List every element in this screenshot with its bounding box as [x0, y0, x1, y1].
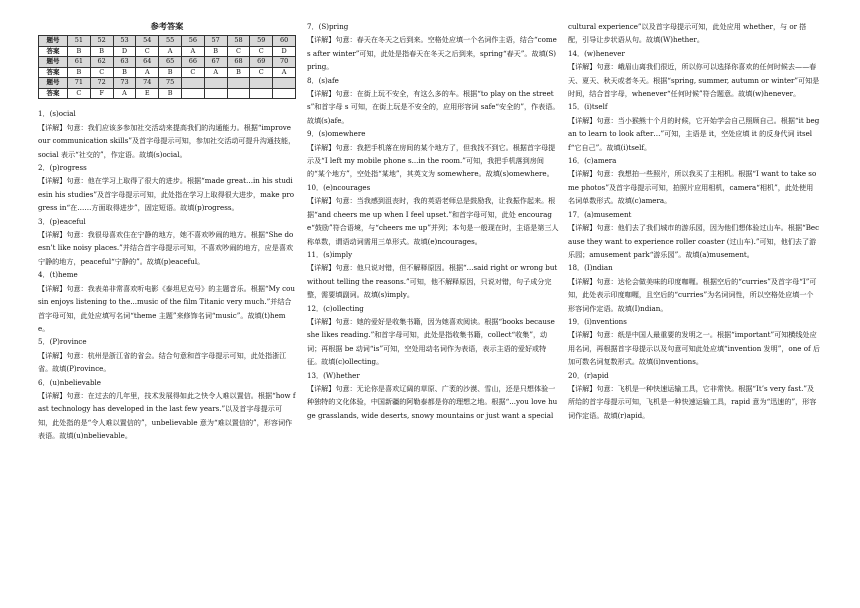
explanation-paragraph: 【详解】句意：无论你是喜欢辽阔的草原、广袤的沙漠、雪山，还是只想体验一种独特的文化体验，中国新疆的阿勒泰都是你的理想之地。根据“...you love huge grasslands, wide deserts, snowy mountains or just want a special [307, 383, 558, 420]
question-number-row [39, 36, 296, 47]
table-cell: 62 [90, 57, 113, 68]
question-answer-heading: 16．(c)amera [568, 156, 617, 166]
table-cell: D [113, 46, 136, 57]
table-cell [204, 88, 227, 99]
table-cell: A [273, 67, 296, 78]
question-answer-heading: 2．(p)rogress [38, 163, 87, 173]
question-answer-heading: 5．(P)rovince [38, 337, 87, 347]
question-answer-heading: 10．(e)ncourages [307, 182, 371, 192]
table-cell: 55 [159, 36, 182, 47]
column-2 [307, 20, 560, 604]
explanation-paragraph: 【详解】句意：我想拍一些照片，所以我买了主相机。根据“I want to take some photos”及首字母提示可知，拍照片应用相机，camera“相机”，此处使用名词单数形式。故填(c)amera。 [568, 169, 817, 206]
table-cell: 64 [136, 57, 159, 68]
explanation-paragraph: 【详解】句意：她的爱好是收集书籍，因为她喜欢阅读。根据“books because she likes reading.”和首字母可知，此处是指收集书籍，collect“收集”，动词；再根据 be 动词“is”可知，空处用动名词作为表语，表示主语的爱好或特征。故填(c)ollecting。 [307, 316, 555, 367]
table-cell: 59 [250, 36, 273, 47]
table-cell: 75 [159, 78, 182, 89]
explanation-paragraph: 【详解】句意：我很母喜欢住在宁静的地方，她不喜欢吵闹的地方。根据“She doesn’t like noisy places.”并结合首字母提示可知，不喜欢吵闹的地方，应是喜欢宁静的地方，peaceful“宁静的”。故填(p)eaceful。 [38, 230, 294, 266]
table-cell: B [159, 88, 182, 99]
table-cell [227, 78, 250, 89]
table-cell: B [68, 67, 91, 78]
table-cell: F [90, 88, 113, 99]
table-cell: 52 [90, 36, 113, 47]
row-label: 题号 [39, 78, 68, 89]
question-answer-heading: 7．(S)pring [307, 22, 349, 31]
table-cell: A [136, 67, 159, 78]
table-cell: 70 [273, 57, 296, 68]
question-answer-heading: 13．(W)hether [307, 370, 360, 380]
question-answer-heading: 8．(s)afe [307, 75, 339, 85]
explanation-paragraph: 【详解】句意：杭州是浙江省的省会。结合句意和首字母提示可知，此处指浙江省。故填(P)rovince。 [38, 350, 287, 374]
answer-key-title: 参考答案 [150, 21, 184, 31]
table-cell: C [227, 46, 250, 57]
table-cell: B [204, 46, 227, 57]
explanation-paragraph: 【详解】句意：达伦会做美味的印度咖喱。根据空后的“curries”及首字母“I”可知，此处表示印度咖喱，且空后的“curries”为名词词性，所以空格处应填一个形容词作定语。故填(I)ndian。 [568, 276, 817, 313]
explanation-paragraph: 【详解】句意：我表弟非常喜欢听电影《泰坦尼克号》的主题音乐。根据“My cousin enjoys listening to the...music of the film Titanic very much.”并结合首字母可知，此处应填写名词“theme 主题”来修饰名词“music”。故填(t)heme。 [38, 283, 295, 333]
table-cell: 63 [113, 57, 136, 68]
table-cell: 61 [68, 57, 91, 68]
explanation-paragraph: cultural experience”以及首字母提示可知，此处应用 whether，与 or 搭配，引导让步状语从句。故填(W)hether。 [568, 22, 807, 45]
table-cell: 67 [204, 57, 227, 68]
question-answer-heading: 9．(s)omewhere [307, 129, 366, 139]
table-cell [181, 88, 204, 99]
explanation-paragraph: 【详解】句意：在过去的几年里，技术发展得如此之快令人难以置信。根据“how fast technology has developed in the last few years.”以及首字母提示可知，此处指的是“令人难以置信的”，unbelievable 意为“难以置信的”，形容词作表语。故填(u)nbelievable。 [38, 390, 296, 441]
table-cell [181, 78, 204, 89]
answer-row [39, 88, 296, 99]
table-cell: A [204, 67, 227, 78]
table-cell [273, 78, 296, 89]
table-cell [273, 88, 296, 99]
row-label: 答案 [39, 67, 68, 78]
table-cell: B [90, 46, 113, 57]
table-cell: 68 [227, 57, 250, 68]
explanation-paragraph: 【详解】句意：当我感到沮丧时，我的英语老师总是鼓励我，让我振作起来。根据“and cheers me up when I feel upset.”和首字母可知，此处 encourage“鼓励”符合语境，与“cheers me up”并列；本句是一般现在时，主语是第三人称单数，谓语动词需用三单形式。故填(e)ncourages。 [307, 196, 559, 246]
table-cell: 74 [136, 78, 159, 89]
question-answer-heading: 4．(t)heme [38, 270, 78, 280]
table-cell: D [273, 46, 296, 57]
answer-row [39, 67, 296, 78]
explanation-paragraph: 【详解】句意：飞机是一种快速运输工具，它非常快。根据“It’s very fast.”及所给的首字母提示可知，飞机是一种快速运输工具，rapid 意为“迅速的”，形容词作定语。故填(r)apid。 [568, 383, 817, 420]
explanation-paragraph: 【详解】句意：峨眉山离我们很近，所以你可以选择你喜欢的任何时候去——春天、夏天、秋天或者冬天。根据“spring, summer, autumn or winter”可知是时间，结合首字母，whenever“任何时候”符合题意。故填(w)henever。 [568, 62, 820, 99]
table-cell: B [227, 67, 250, 78]
question-answer-heading: 1．(s)ocial [38, 109, 76, 119]
explanation-paragraph: 【详解】句意：在街上玩不安全，有这么多的车。根据“to play on the streets”和首字母 s 可知，在街上玩是不安全的，应用形容词 safe“安全的”，作表语。故填(s)afe。 [307, 89, 560, 125]
table-cell: C [68, 88, 91, 99]
table-cell: E [136, 88, 159, 99]
explanation-paragraph: 【详解】句意：他们去了我们城市的游乐园，因为他们想体验过山车。根据“Because they want to experience roller coaster (过山车).”可知，他们去了游乐园；amusement park“游乐园”。故填(a)musement。 [568, 223, 820, 259]
table-cell: 58 [227, 36, 250, 47]
table-cell: 53 [113, 36, 136, 47]
question-answer-heading: 11．(s)imply [307, 249, 353, 259]
table-cell: A [113, 88, 136, 99]
table-cell: 69 [250, 57, 273, 68]
explanation-paragraph: 【详解】句意：纸是中国人最重要的发明之一。根据“important”可知横线处应用名词，再根据首字母提示以及句意可知此处应填“invention 发明”，one of 后加可数名词复数形式。故填(i)nventions。 [568, 330, 820, 367]
column-3 [568, 20, 820, 604]
answer-row [39, 46, 296, 57]
question-answer-heading: 6．(u)nbelievable [38, 377, 101, 387]
table-cell: C [250, 67, 273, 78]
question-answer-heading: 12．(c)ollecting [307, 303, 364, 313]
table-cell: 72 [90, 78, 113, 89]
table-cell: 54 [136, 36, 159, 47]
row-label: 答案 [39, 46, 68, 57]
row-label: 答案 [39, 88, 68, 99]
question-answer-heading: 3．(p)eaceful [38, 216, 86, 226]
table-cell: 71 [68, 78, 91, 89]
table-cell [227, 88, 250, 99]
table-cell: 73 [113, 78, 136, 89]
table-cell: 57 [204, 36, 227, 47]
table-cell: C [90, 67, 113, 78]
table-cell: 66 [181, 57, 204, 68]
explanation-paragraph: 【详解】句意：他只说对错，但不解释原因。根据“...said right or wrong but without telling the reasons.”可知，他不解释原因，只说对错，句子成分完整，需要填副词。故填(s)imply。 [307, 263, 558, 300]
question-number-row [39, 78, 296, 89]
table-cell [204, 78, 227, 89]
explanation-paragraph: 【详解】句意：他在学习上取得了很大的进步。根据“made great…in his studiesin his studies”及首字母提示可知，此处指在学习上取得很大进步，make progress in“在……方面取得进步”，固定短语。故填(p)rogress。 [38, 176, 295, 213]
column-1-body [38, 107, 296, 442]
question-answer-heading: 18．(I)ndian [568, 263, 613, 273]
explanation-paragraph: 【详解】句意：当小猴熊十个月的时候，它开始学会自己照顾自己。根据“it began to learn to look after…”可知，主语是 it，空处应填 it 的反身代词 itself“它自己”。故填(i)tself。 [568, 115, 820, 152]
question-answer-heading: 17．(a)musement [568, 209, 632, 219]
table-cell [250, 88, 273, 99]
question-answer-heading: 14．(w)henever [568, 48, 625, 58]
question-number-row [39, 57, 296, 68]
table-cell: B [68, 46, 91, 57]
table-cell: C [250, 46, 273, 57]
row-label: 题号 [39, 57, 68, 68]
question-answer-heading: 20．(r)apid [568, 370, 609, 380]
explanation-paragraph: 【详解】句意：春天在冬天之后到来。空格处应填一个名词作主语，结合“comes after winter”可知，此处是指春天在冬天之后到来，spring“春天”。故填(S)pring。 [307, 35, 557, 72]
table-cell [250, 78, 273, 89]
table-cell: C [136, 46, 159, 57]
table-cell: 56 [181, 36, 204, 47]
table-cell: B [113, 67, 136, 78]
table-cell: B [159, 67, 182, 78]
table-cell: C [181, 67, 204, 78]
row-label: 题号 [39, 36, 68, 47]
table-cell: 65 [159, 57, 182, 68]
question-answer-heading: 19．(i)nventions [568, 316, 627, 326]
question-answer-heading: 15．(i)tself [568, 102, 608, 112]
column-1 [38, 20, 296, 604]
table-cell: 60 [273, 36, 296, 47]
table-cell: 51 [68, 36, 91, 47]
answer-key-table [38, 35, 296, 99]
table-cell: A [181, 46, 204, 57]
explanation-paragraph: 【详解】句意：我把手机落在房间的某个地方了，但我找不到它。根据首字母提示及“I left my mobile phone s...in the room.”可知，我把手机落到房间的“某个地方”，空处指“某地”，其英文为 somewhere。故填(s)omewhere。 [307, 142, 556, 179]
table-cell: A [159, 46, 182, 57]
explanation-paragraph: 【详解】句意：我们应该多参加社交活动来提高我们的沟通能力。根据“improve our communication skills”及首字母提示可知，参加社交活动可提升沟通技能，social 表示“社交的”，作定语。故填(s)ocial。 [38, 122, 296, 159]
